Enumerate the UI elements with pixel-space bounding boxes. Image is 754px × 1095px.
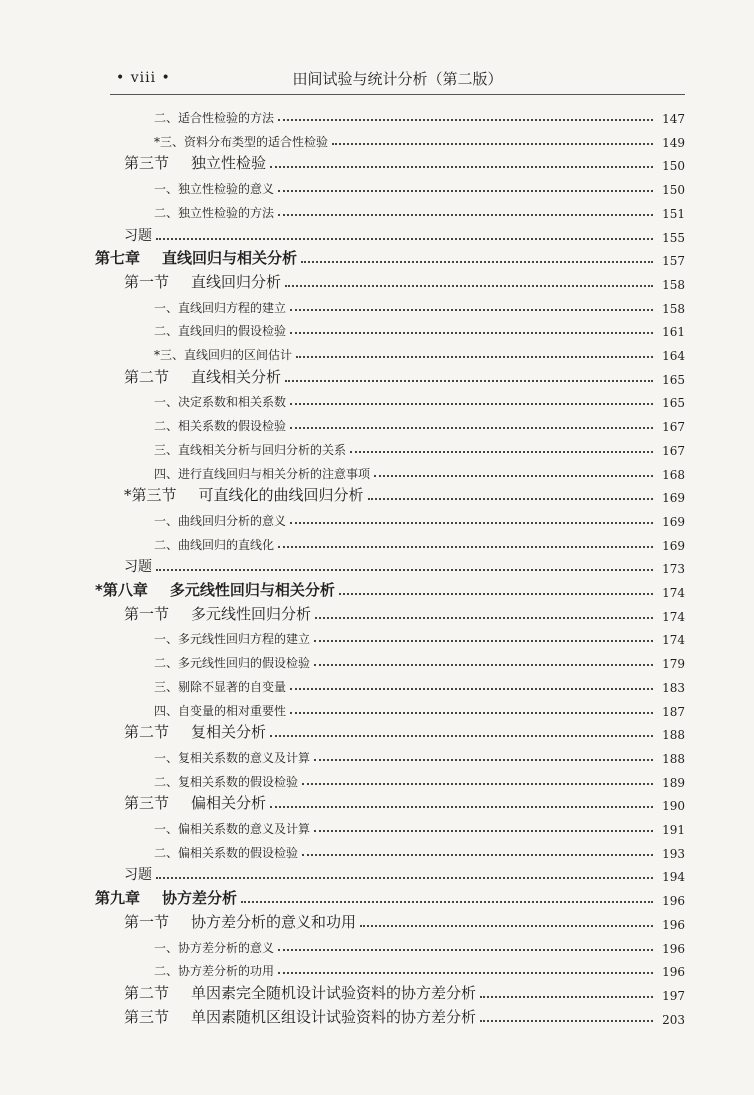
toc-page-number: 196 [662,941,685,956]
running-header [110,68,685,95]
section-title: 协方差分析的意义和功用 [191,912,357,931]
toc-entry-label: 四、自变量的相对重要性 [154,703,287,718]
toc-entry-label: 二、直线回归的假设检验 [154,324,287,339]
toc-entry[interactable] [154,768,685,790]
leader-dots [350,451,653,453]
toc-page-number: 168 [662,467,685,482]
toc-page-number: 189 [662,775,685,790]
section-title: 直线相关分析 [191,367,282,386]
section-title: 偏相关分析 [191,794,267,813]
toc-entry[interactable] [154,104,685,126]
leader-dots [241,901,653,903]
toc-entry-label: 二、相关系数的假设检验 [154,419,287,434]
leader-dots [339,593,653,595]
toc-entry-label: 二、独立性检验的方法 [154,205,275,220]
toc-page-number: 151 [662,206,685,221]
toc-entry[interactable] [124,791,685,813]
leader-dots [296,356,653,358]
page-number: • viii • [116,70,171,86]
toc-entry-label: 习题 [124,867,152,884]
toc-entry[interactable] [154,744,685,766]
toc-entry[interactable] [124,223,685,245]
toc-entry-label: *三、直线回归的区间估计 [154,348,293,362]
toc-entry[interactable] [95,886,685,908]
section-number: 第一节 [124,912,170,931]
toc-page-number: 193 [662,846,685,861]
leader-dots [270,166,653,168]
toc-entry-label: 二、复相关系数的假设检验 [154,774,299,789]
toc-entry-label: 一、直线回归方程的建立 [154,300,287,315]
section-number: 第二节 [124,367,170,386]
toc-page-number: 167 [662,443,685,458]
toc-page-number: 161 [662,325,685,340]
leader-dots [156,238,653,240]
toc-page-number: 150 [662,183,685,198]
section-number: 第一节 [124,272,170,291]
section-heading [124,792,266,813]
leader-dots [315,617,653,619]
leader-dots [278,972,653,974]
toc-page-number: 169 [662,491,685,506]
section-title: 独立性检验 [191,154,267,173]
section-number: 第二节 [124,723,170,742]
section-heading [124,484,364,505]
leader-dots [270,735,653,737]
toc-page-number: 158 [662,301,685,316]
toc-entry-label: 三、直线相关分析与回归分析的关系 [154,442,347,457]
leader-dots [302,854,653,856]
toc-page-number: 169 [662,514,685,529]
toc-entry[interactable] [154,697,685,719]
toc-page-number: 149 [662,135,685,150]
leader-dots [156,569,653,571]
leader-dots [278,190,653,192]
section-number: 第三节 [124,794,170,813]
chapter-heading [95,887,237,908]
toc-page-number: 203 [662,1012,685,1027]
section-heading [124,271,281,292]
toc-entry[interactable] [154,388,685,410]
toc-page-number: 191 [662,823,685,837]
chapter-number: 第九章 [95,889,141,908]
toc-page-number: 196 [662,917,685,932]
toc-entry-label: 二、适合性检验的方法 [154,111,275,125]
toc-entry[interactable] [124,365,685,387]
toc-entry[interactable] [154,531,685,553]
section-title: 多元线性回归分析 [191,604,312,623]
toc-page-number: 147 [662,112,685,126]
leader-dots [156,877,653,879]
toc-entry[interactable] [154,412,685,434]
leader-dots [285,285,653,287]
toc-entry[interactable] [124,862,685,884]
toc-page-number: 196 [662,894,685,909]
toc-entry[interactable] [154,957,685,979]
toc-page-number: 174 [662,586,685,600]
section-heading [124,603,311,624]
toc-page-number: 194 [662,870,685,885]
toc-entry-label: 二、协方差分析的功用 [154,964,275,979]
toc-entry[interactable] [124,483,685,505]
section-title: 单因素完全随机设计试验资料的协方差分析 [191,983,477,1002]
leader-dots [480,996,653,998]
leader-dots [290,688,653,690]
toc-page-number: 183 [662,680,685,695]
toc-entry-label: 一、偏相关系数的意义及计算 [154,822,311,836]
toc-page-number: 167 [662,420,685,435]
toc-entry[interactable] [124,602,685,624]
toc-entry-label: 一、多元线性回归方程的建立 [154,632,311,647]
toc-entry[interactable] [154,934,685,956]
toc-entry[interactable] [154,625,685,647]
toc-page-number: 165 [662,396,685,411]
leader-dots [290,712,653,714]
toc-entry[interactable] [124,270,685,292]
toc-page-number: 190 [662,799,685,814]
chapter-title: 直线回归与相关分析 [162,249,298,268]
book-title: 田间试验与统计分析（第二版） [292,70,503,88]
section-title: 单因素随机区组设计试验资料的协方差分析 [191,1007,477,1026]
leader-dots [290,332,653,334]
section-heading [124,911,356,932]
leader-dots [278,119,653,121]
toc-page-number: 158 [662,277,685,292]
leader-dots [290,403,653,405]
section-number: 第三节 [124,1007,170,1026]
toc-entry-label: 一、独立性检验的意义 [154,182,275,197]
chapter-number: 第七章 [95,249,141,268]
toc-page-number: 188 [662,751,685,766]
toc-page-number: 188 [662,728,685,743]
toc-entry[interactable] [154,839,685,861]
leader-dots [480,1020,653,1022]
toc-entry-label: 四、进行直线回归与相关分析的注意事项 [154,466,371,481]
toc-page-number: 187 [662,704,685,719]
toc-entry-label: 二、偏相关系数的假设检验 [154,845,299,860]
toc-entry-label: 一、决定系数和相关系数 [154,395,287,410]
toc-entry-label: 二、多元线性回归的假设检验 [154,656,311,671]
toc-page-number: 196 [662,965,685,980]
toc-page-number: 164 [662,349,685,363]
toc-entry-label: 一、协方差分析的意义 [154,940,275,955]
leader-dots [278,546,653,548]
leader-dots [360,925,653,927]
toc-page-number: 169 [662,538,685,553]
toc-page-number: 179 [662,657,685,672]
toc-page-number: 174 [662,609,685,624]
section-heading [124,152,266,173]
leader-dots [278,214,653,216]
leader-dots [314,640,653,642]
chapter-heading [95,247,297,268]
toc-page-number: 150 [662,159,685,174]
leader-dots [278,949,653,951]
toc-entry[interactable] [154,673,685,695]
toc-entry[interactable] [154,128,685,150]
chapter-title: 协方差分析 [162,889,238,908]
toc-entry[interactable] [154,341,685,363]
leader-dots [314,664,653,666]
leader-dots [290,427,653,429]
leader-dots [368,498,653,500]
toc-entry[interactable] [154,294,685,316]
toc-page-number: 197 [662,988,685,1003]
toc-entry-label: *三、资料分布类型的适合性检验 [154,134,329,149]
toc-page-number: 165 [662,372,685,387]
toc-entry[interactable] [124,981,685,1003]
leader-dots [314,759,653,761]
toc-entry[interactable] [124,910,685,932]
section-number: *第三节 [124,486,177,505]
toc-page-number: 174 [662,633,685,648]
toc-entry[interactable] [154,460,685,482]
toc-entry-label: 一、曲线回归分析的意义 [154,513,287,528]
toc-page-number: 157 [662,254,685,269]
leader-dots [302,783,653,785]
toc-entry-label: 二、曲线回归的直线化 [154,537,275,552]
section-title: 复相关分析 [191,723,267,742]
toc-entry[interactable] [154,436,685,458]
section-title: 直线回归分析 [191,272,282,291]
chapter-number: *第八章 [95,581,148,599]
toc-entry[interactable] [154,199,685,221]
chapter-title: 多元线性回归与相关分析 [169,581,335,599]
section-heading [124,366,281,387]
leader-dots [270,806,653,808]
section-heading [124,1006,476,1027]
toc-entry-label: 习题 [124,559,152,576]
toc-entry[interactable] [124,720,685,742]
toc-page-number: 173 [662,562,685,577]
toc-entry-label: 三、剔除不显著的自变量 [154,679,287,694]
chapter-heading [95,579,335,600]
toc-entry[interactable] [124,554,685,576]
leader-dots [290,309,653,311]
section-heading [124,982,476,1003]
toc-entry[interactable] [154,649,685,671]
section-heading [124,721,266,742]
leader-dots [332,143,653,145]
toc-entry[interactable] [124,1005,685,1027]
toc-entry[interactable] [154,175,685,197]
section-number: 第二节 [124,983,170,1002]
leader-dots [314,830,653,832]
leader-dots [374,475,653,477]
toc-entry[interactable] [154,507,685,529]
leader-dots [285,380,653,382]
toc-entry[interactable] [154,317,685,339]
toc-entry[interactable] [95,246,685,268]
section-title: 可直线化的曲线回归分析 [198,486,364,505]
toc-entry[interactable] [95,578,685,600]
toc-entry[interactable] [124,151,685,173]
toc-entry-label: 一、复相关系数的意义及计算 [154,750,311,765]
leader-dots [301,261,653,263]
toc-entry[interactable] [154,815,685,837]
toc-page-number: 155 [662,230,685,245]
section-number: 第三节 [124,154,170,173]
toc-entry-label: 习题 [124,227,152,244]
leader-dots [290,522,653,524]
section-number: 第一节 [124,604,170,623]
